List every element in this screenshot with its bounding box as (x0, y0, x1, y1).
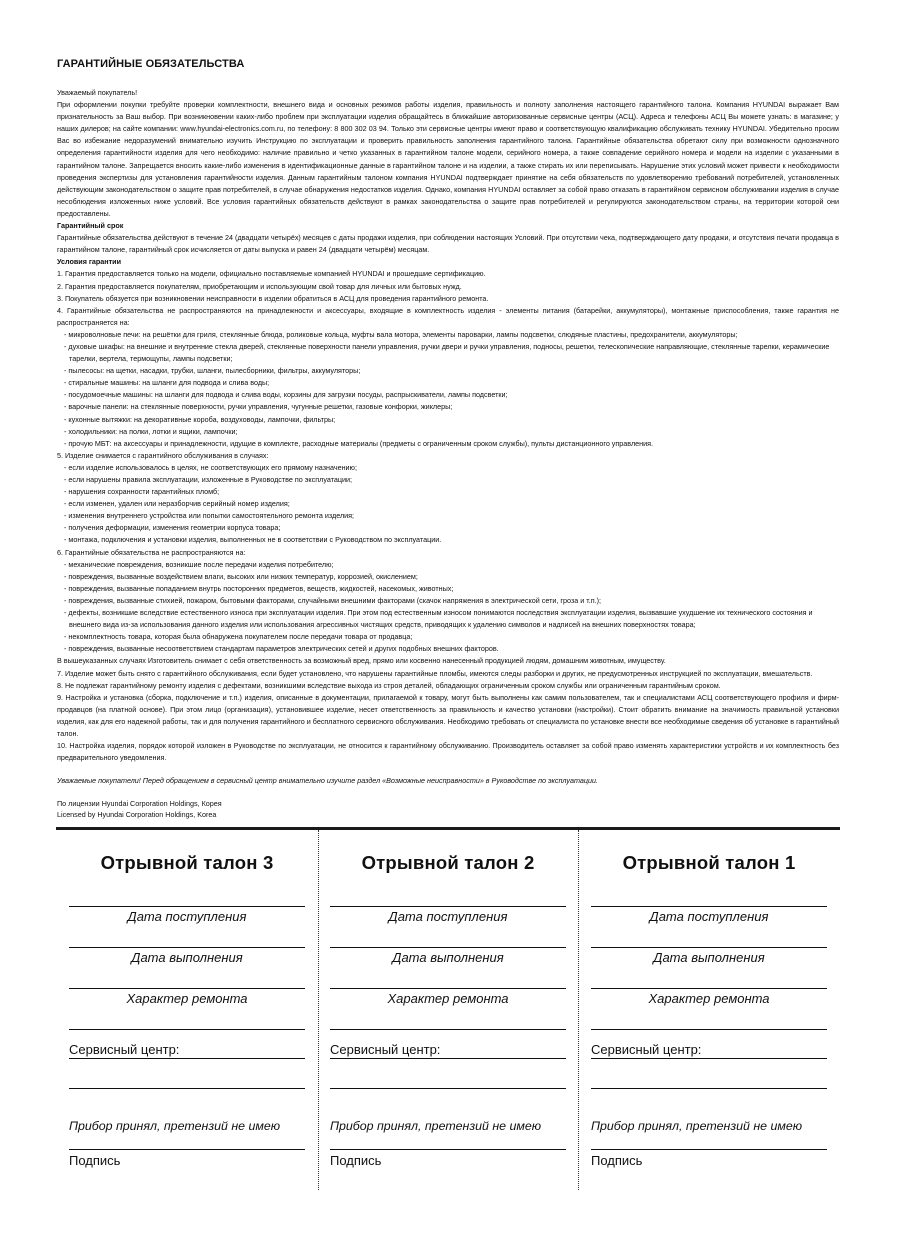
tear-line (578, 830, 579, 1190)
list-item: - повреждения, вызванные несоответствием стандартам параметров электрических сетей и других подобных внешних факторов. (64, 644, 499, 654)
list-item: - повреждения, вызванные стихией, пожаром, бытовыми факторами, случайными внешними факторами (скачок напряжения в электрической сети, гроза и т.п.); (64, 595, 602, 605)
list-item: - микроволновые печи: на решётки для гриля, стеклянные блюда, роликовые кольца, муфты вала мотора, элементы пароварки, лампы подсветки, слюдяные пластины, предохранители, аккумуляторы; (64, 329, 738, 339)
list-item: - получения деформации, изменения геометрии корпуса товара; (64, 523, 281, 533)
page-title: ГАРАНТИЙНЫЕ ОБЯЗАТЕЛЬСТВА (57, 58, 245, 70)
list-item: - если изменен, удален или неразборчив серийный номер изделия; (64, 499, 290, 509)
condition-4-list (57, 329, 839, 450)
received-date-label: Дата поступления (649, 909, 769, 924)
repair-type-label: Характер ремонта (387, 991, 509, 1006)
repair-type-label: Характер ремонта (648, 991, 770, 1006)
condition-2: 2. Гарантия предоставляется покупателям, приобретающим и использующим свой товар для личных или бытовых нужд. (57, 281, 462, 291)
service-center-label: Сервисный центр: (591, 1042, 702, 1057)
license-ru: По лицензии Hyundai Corporation Holdings, Корея (57, 799, 222, 809)
service-center-label: Сервисный центр: (330, 1042, 441, 1057)
condition-1: 1. Гарантия предоставляется только на модели, официально поставляемые компанией HYUNDAI и прошедшие сертификацию. (57, 269, 486, 279)
condition-7: 7. Изделие может быть снято с гарантийного обслуживания, если будет установлено, что нарушены гарантийные пломбы, имеются следы разборки и других, не предусмотренных инструкцией по эксплуатации, вмешательств. (57, 668, 813, 678)
repair-type-line (69, 1029, 305, 1030)
service-center-line[interactable] (69, 1058, 305, 1059)
list-item: - повреждения, вызванные попаданием внутрь посторонних предметов, веществ, жидкостей, насекомых, животных; (64, 583, 454, 593)
completed-date-label: Дата выполнения (131, 950, 243, 965)
liability-paragraph: В вышеуказанных случаях Изготовитель снимает с себя ответственность за возможный вред, прямо или косвенно нанесенный продукцией людям, домашним животным, имуществу. (57, 656, 666, 666)
list-item: - прочую МБТ: на аксессуары и принадлежности, идущие в комплекте, расходные материалы (предметы с ограниченным сроком службы), пульты дистанционного управления. (64, 438, 654, 448)
condition-9: 9. Настройка и установка (сборка, подключение и т.п.) изделия, описанные в документации, прилагаемой к товару, могут быть выполнены как самим пользователем, так и специалистами АСЦ соответствующего профиля и фирм-продавцов (на платной основе). При этом лицо (организация), установившее изделие, несет ответственность за правильность и качество установки (настройки). Стоит обратить внимание на значимость правильной установки изделия, как для его надежной работы, так и для получения гарантийного и бесплатного сервисного обслуживания. Необходимо требовать от специалиста по установке внести все необходимые сведения об установке в гарантийный талон. (57, 692, 839, 738)
list-item: - если нарушены правила эксплуатации, изложенные в Руководстве по эксплуатации; (64, 475, 353, 484)
condition-5-list (57, 462, 839, 547)
period-paragraph: Гарантийные обязательства действуют в течение 24 (двадцати четырёх) месяцев с даты продажи изделия, при соблюдении настоящих Условий. При отсутствии чека, подтверждающего дату продажи, и отсутствия печати продавца в гарантийном талоне, гарантийный срок исчисляется от даты выпуска и равен 24 (двадцати четырём) месяцам. (57, 233, 839, 255)
received-date-field[interactable] (330, 906, 566, 924)
condition-6: 6. Гарантийные обязательства не распространяются на: (57, 547, 246, 557)
condition-3: 3. Покупатель обязуется при возникновении неисправности в изделии обратиться в АСЦ для проведения гарантийного ремонта. (57, 293, 489, 303)
coupon-2 (330, 830, 566, 1168)
list-item: - стиральные машины: на шланги для подвода и слива воды; (64, 378, 270, 388)
signature-label: Подпись (330, 1153, 382, 1168)
received-date-field[interactable] (591, 906, 827, 924)
list-item: - дефекты, возникшие вследствие естественного износа при эксплуатации изделия. При этом под естественным износом понимаются последствия эксплуатации изделия, вызвавшие ухудшение их технического состояния и внешнего вида из-за использования данного изделия или использования агрессивных чистящих средств, приводящих к удалению символов и надписей на внешних поверхностях товара; (64, 608, 813, 630)
repair-type-label: Характер ремонта (126, 991, 248, 1006)
list-item: - если изделие использовалось в целях, не соответствующих его прямому назначению; (64, 462, 357, 472)
condition-10: 10. Настройка изделия, порядок которой изложен в Руководстве по эксплуатации, не относится к гарантийному обслуживанию. Производитель оставляет за собой право изменять характеристики устройств и их комплектность без предварительного уведомления. (57, 741, 839, 763)
received-date-field[interactable] (69, 906, 305, 924)
completed-date-field[interactable] (330, 947, 566, 965)
service-center-line-2[interactable] (69, 1088, 305, 1089)
signature-label: Подпись (591, 1153, 643, 1168)
greeting: Уважаемый покупатель! (57, 88, 138, 97)
service-center-line[interactable] (330, 1058, 566, 1059)
list-item: - холодильники: на полки, лотки и ящики, лампочки; (64, 426, 238, 436)
repair-type-field[interactable] (591, 988, 827, 1006)
coupon-title: Отрывной талон 3 (100, 852, 274, 873)
completed-date-label: Дата выполнения (653, 950, 765, 965)
list-item: - кухонные вытяжки: на декоративные короба, воздуховоды, лампочки, фильтры; (64, 414, 336, 424)
service-center-line[interactable] (591, 1058, 827, 1059)
signature-label: Подпись (69, 1153, 121, 1168)
list-item: - изменения внутреннего устройства или попытки самостоятельного ремонта изделия; (64, 511, 355, 521)
accepted-line (330, 1149, 566, 1150)
accepted-label: Прибор принял, претензий не имею (330, 1119, 542, 1133)
service-center-line-2[interactable] (591, 1088, 827, 1089)
service-center-label: Сервисный центр: (69, 1042, 180, 1057)
completed-date-field[interactable] (591, 947, 827, 965)
list-item: - духовые шкафы: на внешние и внутренние стекла дверей, стеклянные поверхности панели управления, ручки двери и ручки управления, подносы, решетки, телескопические направляющие, стеклянные тарелки, керамические тарелки, вертела, термощупы, лампы подсветки; (64, 341, 830, 364)
received-date-label: Дата поступления (127, 909, 247, 924)
customer-notice: Уважаемые покупатели! Перед обращением в сервисный центр внимательно изучите раздел «Возможные неисправности» в Руководстве по эксплуатации. (57, 776, 598, 786)
condition-8: 8. Не подлежат гарантийному ремонту изделия с дефектами, возникшими вследствие выхода из строя деталей, обладающих ограниченным сроком службы или ограниченным гарантийным сроком. (57, 680, 721, 690)
period-heading: Гарантийный срок (57, 221, 124, 231)
warranty-body (57, 87, 839, 764)
conditions-heading: Условия гарантии (57, 257, 121, 267)
list-item: - варочные панели: на стеклянные поверхности, ручки управления, чугунные решетки, газовые конфорки, жиклеры; (64, 402, 453, 412)
completed-date-field[interactable] (69, 947, 305, 965)
list-item: - нарушения сохранности гарантийных пломб; (64, 487, 220, 497)
condition-4: 4. Гарантийные обязательства не распространяются на принадлежности и аксессуары, входящие в комплектность изделия - элементы питания (батарейки, аккумуляторы), монтажные приспособления, также гарантия не распространяется на: (57, 305, 839, 327)
license-en: Licensed by Hyundai Corporation Holdings, Korea (57, 810, 217, 820)
received-date-label: Дата поступления (388, 909, 508, 924)
accepted-line (69, 1149, 305, 1150)
list-item: - повреждения, вызванные воздействием влаги, высоких или низких температур, коррозией, окислением; (64, 571, 418, 581)
accepted-label: Прибор принял, претензий не имею (69, 1119, 281, 1133)
coupon-title: Отрывной талон 1 (622, 852, 796, 873)
list-item: - пылесосы: на щетки, насадки, трубки, шланги, пылесборники, фильтры, аккумуляторы; (64, 366, 361, 376)
list-item: - посудомоечные машины: на шланги для подвода и слива воды, корзины для загрузки посуды, распрыскиватели, лампы подсветки; (64, 390, 508, 400)
list-item: - механические повреждения, возникшие после передачи изделия потребителю; (64, 559, 334, 569)
repair-type-line (591, 1029, 827, 1030)
repair-type-field[interactable] (69, 988, 305, 1006)
accepted-label: Прибор принял, претензий не имею (591, 1119, 803, 1133)
accepted-line (591, 1149, 827, 1150)
repair-type-field[interactable] (330, 988, 566, 1006)
license-block (57, 798, 839, 820)
service-center-line-2[interactable] (330, 1088, 566, 1089)
coupon-3 (69, 830, 305, 1168)
list-item: - монтажа, подключения и установки изделия, выполненных не в соответствии с Руководством по эксплуатации. (64, 535, 442, 545)
condition-5: 5. Изделие снимается с гарантийного обслуживания в случаях: (57, 450, 269, 460)
repair-type-line (330, 1029, 566, 1030)
completed-date-label: Дата выполнения (392, 950, 504, 965)
coupon-1 (591, 830, 827, 1168)
coupon-title: Отрывной талон 2 (361, 852, 535, 873)
list-item: - некомплектность товара, которая была обнаружена покупателем после передачи товара от продавца; (64, 632, 413, 642)
warranty-document (57, 58, 839, 820)
intro-paragraph: При оформлении покупки требуйте проверки комплектности, внешнего вида и основных режимов работы изделия, правильность и полноту заполнения настоящего гарантийного талона. Компания HYUNDAI выражает Вам признательность за Ваш выбор. При возникновении каких-либо проблем при эксплуатации изделия обращайтесь в ближайшие авторизованные сервисные центры (АСЦ). Адреса и телефоны АСЦ Вы можете узнать: в магазине; у наших дилеров; на сайте компании: www.hyundai-electronics.com.ru, по телефону: 8 800 302 03 94. Только эти сервисные центры имеют право и соответствующую квалификацию обслуживать технику HYUNDAI. Убедительно просим Вас во избежание недоразумений внимательно изучить Инструкцию по эксплуатации и проверить правильность заполнения гарантийного талона. Гарантийные обязательства обретают силу при возможности однозначного определения гарантийности изделия для чего необходимо: наличие правильно и четко указанных в гарантийном талоне модели, серийного номера, а также совпадение серийного номера и модели на изделии с указанными в гарантийном талоне. Запрещается вносить какие-либо изменения в идентификационные данные в гарантийном талоне и на изделии, а также стирать их или переписывать. Нарушение этих условий может привести к необходимости проведения экспертизы для установления гарантийности изделия. Данным гарантийным талоном компания HYUNDAI подтверждает принятие на себя обязательств по удовлетворению требований потребителей, установленных действующим законодательством о защите прав потребителей, в случае обнаружения недостатков изделия. Однако, компания HYUNDAI оставляет за собой право отказать в гарантийном сервисном обслуживании изделия в случае несоблюдения изложенных ниже условий. Все условия гарантийных обязательств действуют в рамках законодательства о защите прав потребителей и регулируются законодательством страны, на территории которой они предоставлены. (57, 100, 839, 218)
condition-6-list (57, 559, 839, 656)
tear-line (318, 830, 319, 1190)
